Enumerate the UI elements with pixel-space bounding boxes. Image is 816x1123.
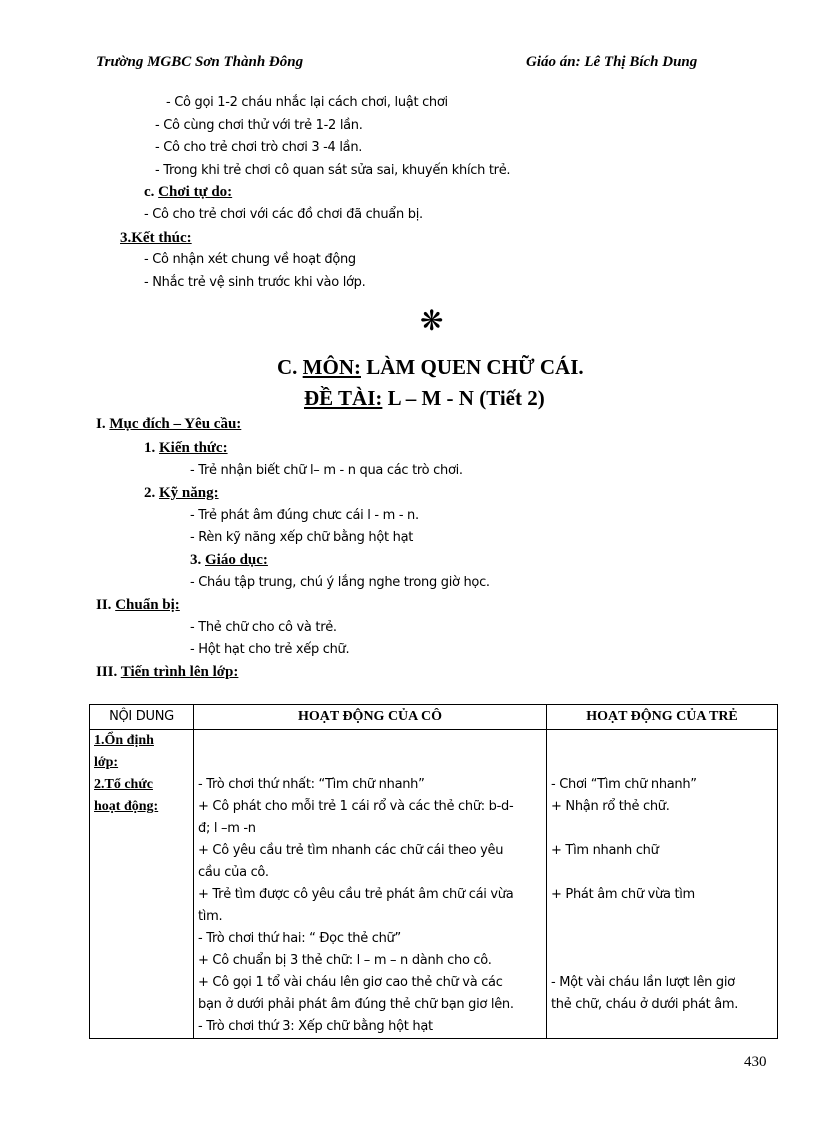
section-2-heading: II. Chuẩn bị: xyxy=(96,597,180,613)
teacher-line: - Trò chơi thứ 3: Xếp chữ bằng hột hạt xyxy=(198,1019,433,1034)
header-content: NỘI DUNG xyxy=(90,705,194,730)
ending-line-1: - Cô nhận xét chung về hoạt động xyxy=(144,252,356,267)
separator-asterisk-icon: ❋ xyxy=(420,304,444,337)
free-play-line: - Cô cho trẻ chơi với các đồ chơi đã chuẩn bị. xyxy=(144,207,423,222)
lesson-title: C. MÔN: LÀM QUEN CHỮ CÁI. xyxy=(277,355,584,379)
child-line xyxy=(551,1016,773,1038)
skills-line-1: - Trẻ phát âm đúng chưc cái l - m - n. xyxy=(190,508,419,523)
content-line: 2.Tổ chức xyxy=(94,777,153,792)
content-line: hoạt động: xyxy=(94,799,159,814)
ending-heading: 3.Kết thúc: xyxy=(120,230,192,246)
teacher-line xyxy=(198,730,542,752)
teacher-line: - Trò chơi thứ nhất: “Tìm chữ nhanh” xyxy=(198,777,425,792)
teacher-line: đ; l –m -n xyxy=(198,821,256,836)
top-line-2: - Cô cùng chơi thử với trẻ 1-2 lần. xyxy=(155,118,363,133)
education-heading: 3. Giáo dục: xyxy=(190,552,268,568)
content-line: lớp: xyxy=(94,755,119,770)
teacher-activity-cell xyxy=(194,730,547,1039)
free-play-heading: c. Chơi tự do: xyxy=(144,184,233,200)
knowledge-heading: 1. Kiến thức: xyxy=(144,440,228,456)
teacher-line: - Trò chơi thứ hai: “ Đọc thẻ chữ” xyxy=(198,931,401,946)
teacher-line: + Cô gọi 1 tổ vài cháu lên giơ cao thẻ chữ và các xyxy=(198,975,503,990)
header-teacher-activity: HOẠT ĐỘNG CỦA CÔ xyxy=(194,705,547,730)
teacher-line: + Cô phát cho mỗi trẻ 1 cái rổ và các thẻ chữ: b-d- xyxy=(198,799,514,814)
skills-heading: 2. Kỹ năng: xyxy=(144,485,219,501)
table-header-row xyxy=(90,705,778,730)
header-teacher: Giáo án: Lê Thị Bích Dung xyxy=(526,54,698,70)
teacher-line: bạn ở dưới phải phát âm đúng thẻ chữ bạn giơ lên. xyxy=(198,997,514,1012)
knowledge-line: - Trẻ nhận biết chữ l– m - n qua các trò chơi. xyxy=(190,463,463,478)
section-1-heading: I. Mục đích – Yêu cầu: xyxy=(96,416,242,432)
teacher-line xyxy=(198,752,542,774)
child-line: - Một vài cháu lần lượt lên giơ xyxy=(551,975,735,990)
page-number: 430 xyxy=(744,1054,767,1070)
education-line: - Cháu tập trung, chú ý lắng nghe trong giờ học. xyxy=(190,575,490,590)
teacher-line: + Cô chuẩn bị 3 thẻ chữ: l – m – n dành cho cô. xyxy=(198,953,492,968)
child-line: + Tìm nhanh chữ xyxy=(551,843,659,858)
child-line xyxy=(551,928,773,950)
top-line-4: - Trong khi trẻ chơi cô quan sát sửa sai, khuyến khích trẻ. xyxy=(155,163,511,178)
prep-line-2: - Hột hạt cho trẻ xếp chữ. xyxy=(190,642,350,657)
table-row xyxy=(90,730,778,1039)
teacher-line: + Trẻ tìm được cô yêu cầu trẻ phát âm chữ cái vừa xyxy=(198,887,514,902)
prep-line-1: - Thẻ chữ cho cô và trẻ. xyxy=(190,620,337,635)
header-child-activity: HOẠT ĐỘNG CỦA TRẺ xyxy=(547,705,778,730)
child-line xyxy=(551,906,773,928)
child-line: + Phát âm chữ vừa tìm xyxy=(551,887,695,902)
top-line-1: - Cô gọi 1-2 cháu nhắc lại cách chơi, luật chơi xyxy=(166,95,448,110)
child-line: + Nhận rổ thẻ chữ. xyxy=(551,799,670,814)
top-line-3: - Cô cho trẻ chơi trò chơi 3 -4 lần. xyxy=(155,140,363,155)
teacher-line: cầu của cô. xyxy=(198,865,269,880)
child-line xyxy=(551,862,773,884)
ending-line-2: - Nhắc trẻ vệ sinh trước khi vào lớp. xyxy=(144,275,366,290)
child-line xyxy=(551,752,773,774)
teacher-line: + Cô yêu cầu trẻ tìm nhanh các chữ cái theo yêu xyxy=(198,843,504,858)
lesson-topic: ĐỀ TÀI: L – M - N (Tiết 2) xyxy=(304,386,545,410)
header-school: Trường MGBC Sơn Thành Đông xyxy=(96,54,304,70)
child-line: thẻ chữ, cháu ở dưới phát âm. xyxy=(551,997,739,1012)
child-line xyxy=(551,730,773,752)
child-line: - Chơi “Tìm chữ nhanh” xyxy=(551,777,697,792)
child-line xyxy=(551,818,773,840)
lesson-plan-table xyxy=(89,704,778,1039)
skills-line-2: - Rèn kỹ năng xếp chữ bằng hột hạt xyxy=(190,530,414,545)
teacher-line: tìm. xyxy=(198,909,223,924)
section-3-heading: III. Tiến trình lên lớp: xyxy=(96,664,239,680)
content-cell xyxy=(90,730,194,1039)
child-line xyxy=(551,950,773,972)
child-activity-cell xyxy=(547,730,778,1039)
content-line: 1.Ổn định xyxy=(94,733,154,748)
